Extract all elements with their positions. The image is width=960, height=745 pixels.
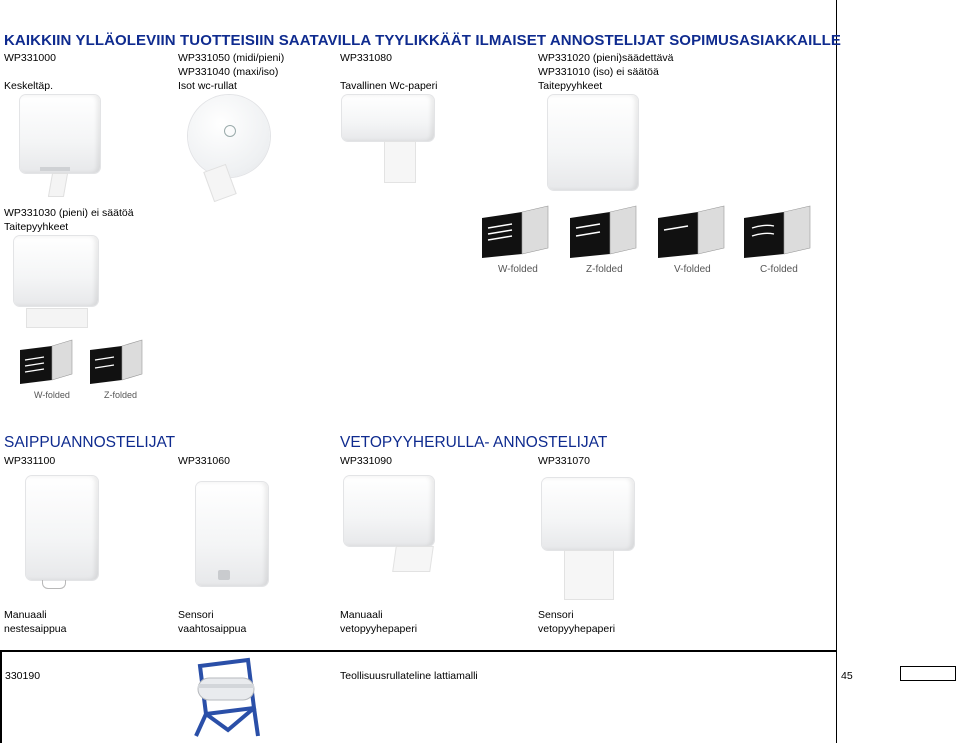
fold-label-z: Z-folded: [586, 264, 623, 275]
floor-roll-stand-image: [188, 656, 264, 740]
product-code-wp331030: WP331030 (pieni) ei säätöä: [4, 207, 134, 219]
footer-product-code: 330190: [5, 670, 41, 682]
fold-types-small-figure: [18, 336, 168, 404]
product-code-wp331100: WP331100: [4, 455, 56, 467]
product-type-wp331090: Manuaali: [340, 609, 383, 621]
fold-label-w: W-folded: [498, 264, 538, 275]
product-code-wp331060: WP331060: [178, 455, 230, 467]
product-image-wp331100: [26, 476, 106, 594]
section-soap-dispensers: SAIPPUANNOSTELIJAT: [4, 434, 176, 451]
product-type-wp331060: Sensori: [178, 609, 214, 621]
product-desc-keskeltap: Keskeltäp.: [4, 80, 54, 92]
product-desc-wc-rullat: Isot wc-rullat: [178, 80, 237, 92]
product-code-wp331020: WP331020 (pieni)säädettävä: [538, 52, 674, 64]
product-image-wp331080: [342, 95, 442, 190]
product-image-wp331090: [344, 476, 440, 576]
product-code-wp331050: WP331050 (midi/pieni): [178, 52, 285, 64]
product-image-wp331060: [196, 482, 276, 594]
fold-label-v: V-folded: [674, 264, 711, 275]
product-desc-wc-paperi: Tavallinen Wc-paperi: [340, 80, 438, 92]
product-code-wp331090: WP331090: [340, 455, 392, 467]
product-kind-wp331070: vetopyyhepaperi: [538, 623, 616, 635]
section-pull-towel-dispensers: VETOPYYHERULLA- ANNOSTELIJAT: [340, 434, 608, 451]
product-kind-wp331100: nestesaippua: [4, 623, 67, 635]
product-desc-taitepyyhkeet-2: Taitepyyhkeet: [4, 221, 69, 233]
product-kind-wp331060: vaahtosaippua: [178, 623, 247, 635]
product-image-wp331030: [14, 236, 104, 336]
product-code-wp331000: WP331000: [4, 52, 56, 64]
product-image-wp331000: [20, 95, 110, 205]
product-kind-wp331090: vetopyyhepaperi: [340, 623, 418, 635]
fold-label-c: C-folded: [760, 264, 798, 275]
footer-order-input[interactable]: [900, 666, 956, 681]
product-image-wp331050: [188, 95, 278, 205]
product-image-wp331070: [542, 478, 642, 602]
footer-top-rule: [0, 650, 837, 652]
right-border: [836, 0, 837, 743]
product-image-wp331020: [548, 95, 648, 190]
page-heading: KAIKKIIN YLLÄOLEVIIN TUOTTEISIIN SAATAVILLA TYYLIKKÄÄT ILMAISET ANNOSTELIJAT SOPIMUSASIAKKAILLE: [4, 32, 842, 49]
product-code-wp331070: WP331070: [538, 455, 590, 467]
product-code-wp331010: WP331010 (iso) ei säätöä: [538, 66, 659, 78]
fold-label-small-w: W-folded: [34, 390, 70, 400]
product-desc-taitepyyhkeet: Taitepyyhkeet: [538, 80, 603, 92]
product-type-wp331070: Sensori: [538, 609, 574, 621]
product-type-wp331100: Manuaali: [4, 609, 47, 621]
footer-product-name: Teollisuusrullateline lattiamalli: [340, 670, 478, 682]
fold-types-figure: [478, 198, 818, 282]
fold-label-small-z: Z-folded: [104, 390, 138, 400]
footer-quantity: 45: [841, 670, 853, 682]
product-code-wp331040: WP331040 (maxi/iso): [178, 66, 279, 78]
product-code-wp331080: WP331080: [340, 52, 392, 64]
footer-left-rule: [0, 650, 2, 743]
